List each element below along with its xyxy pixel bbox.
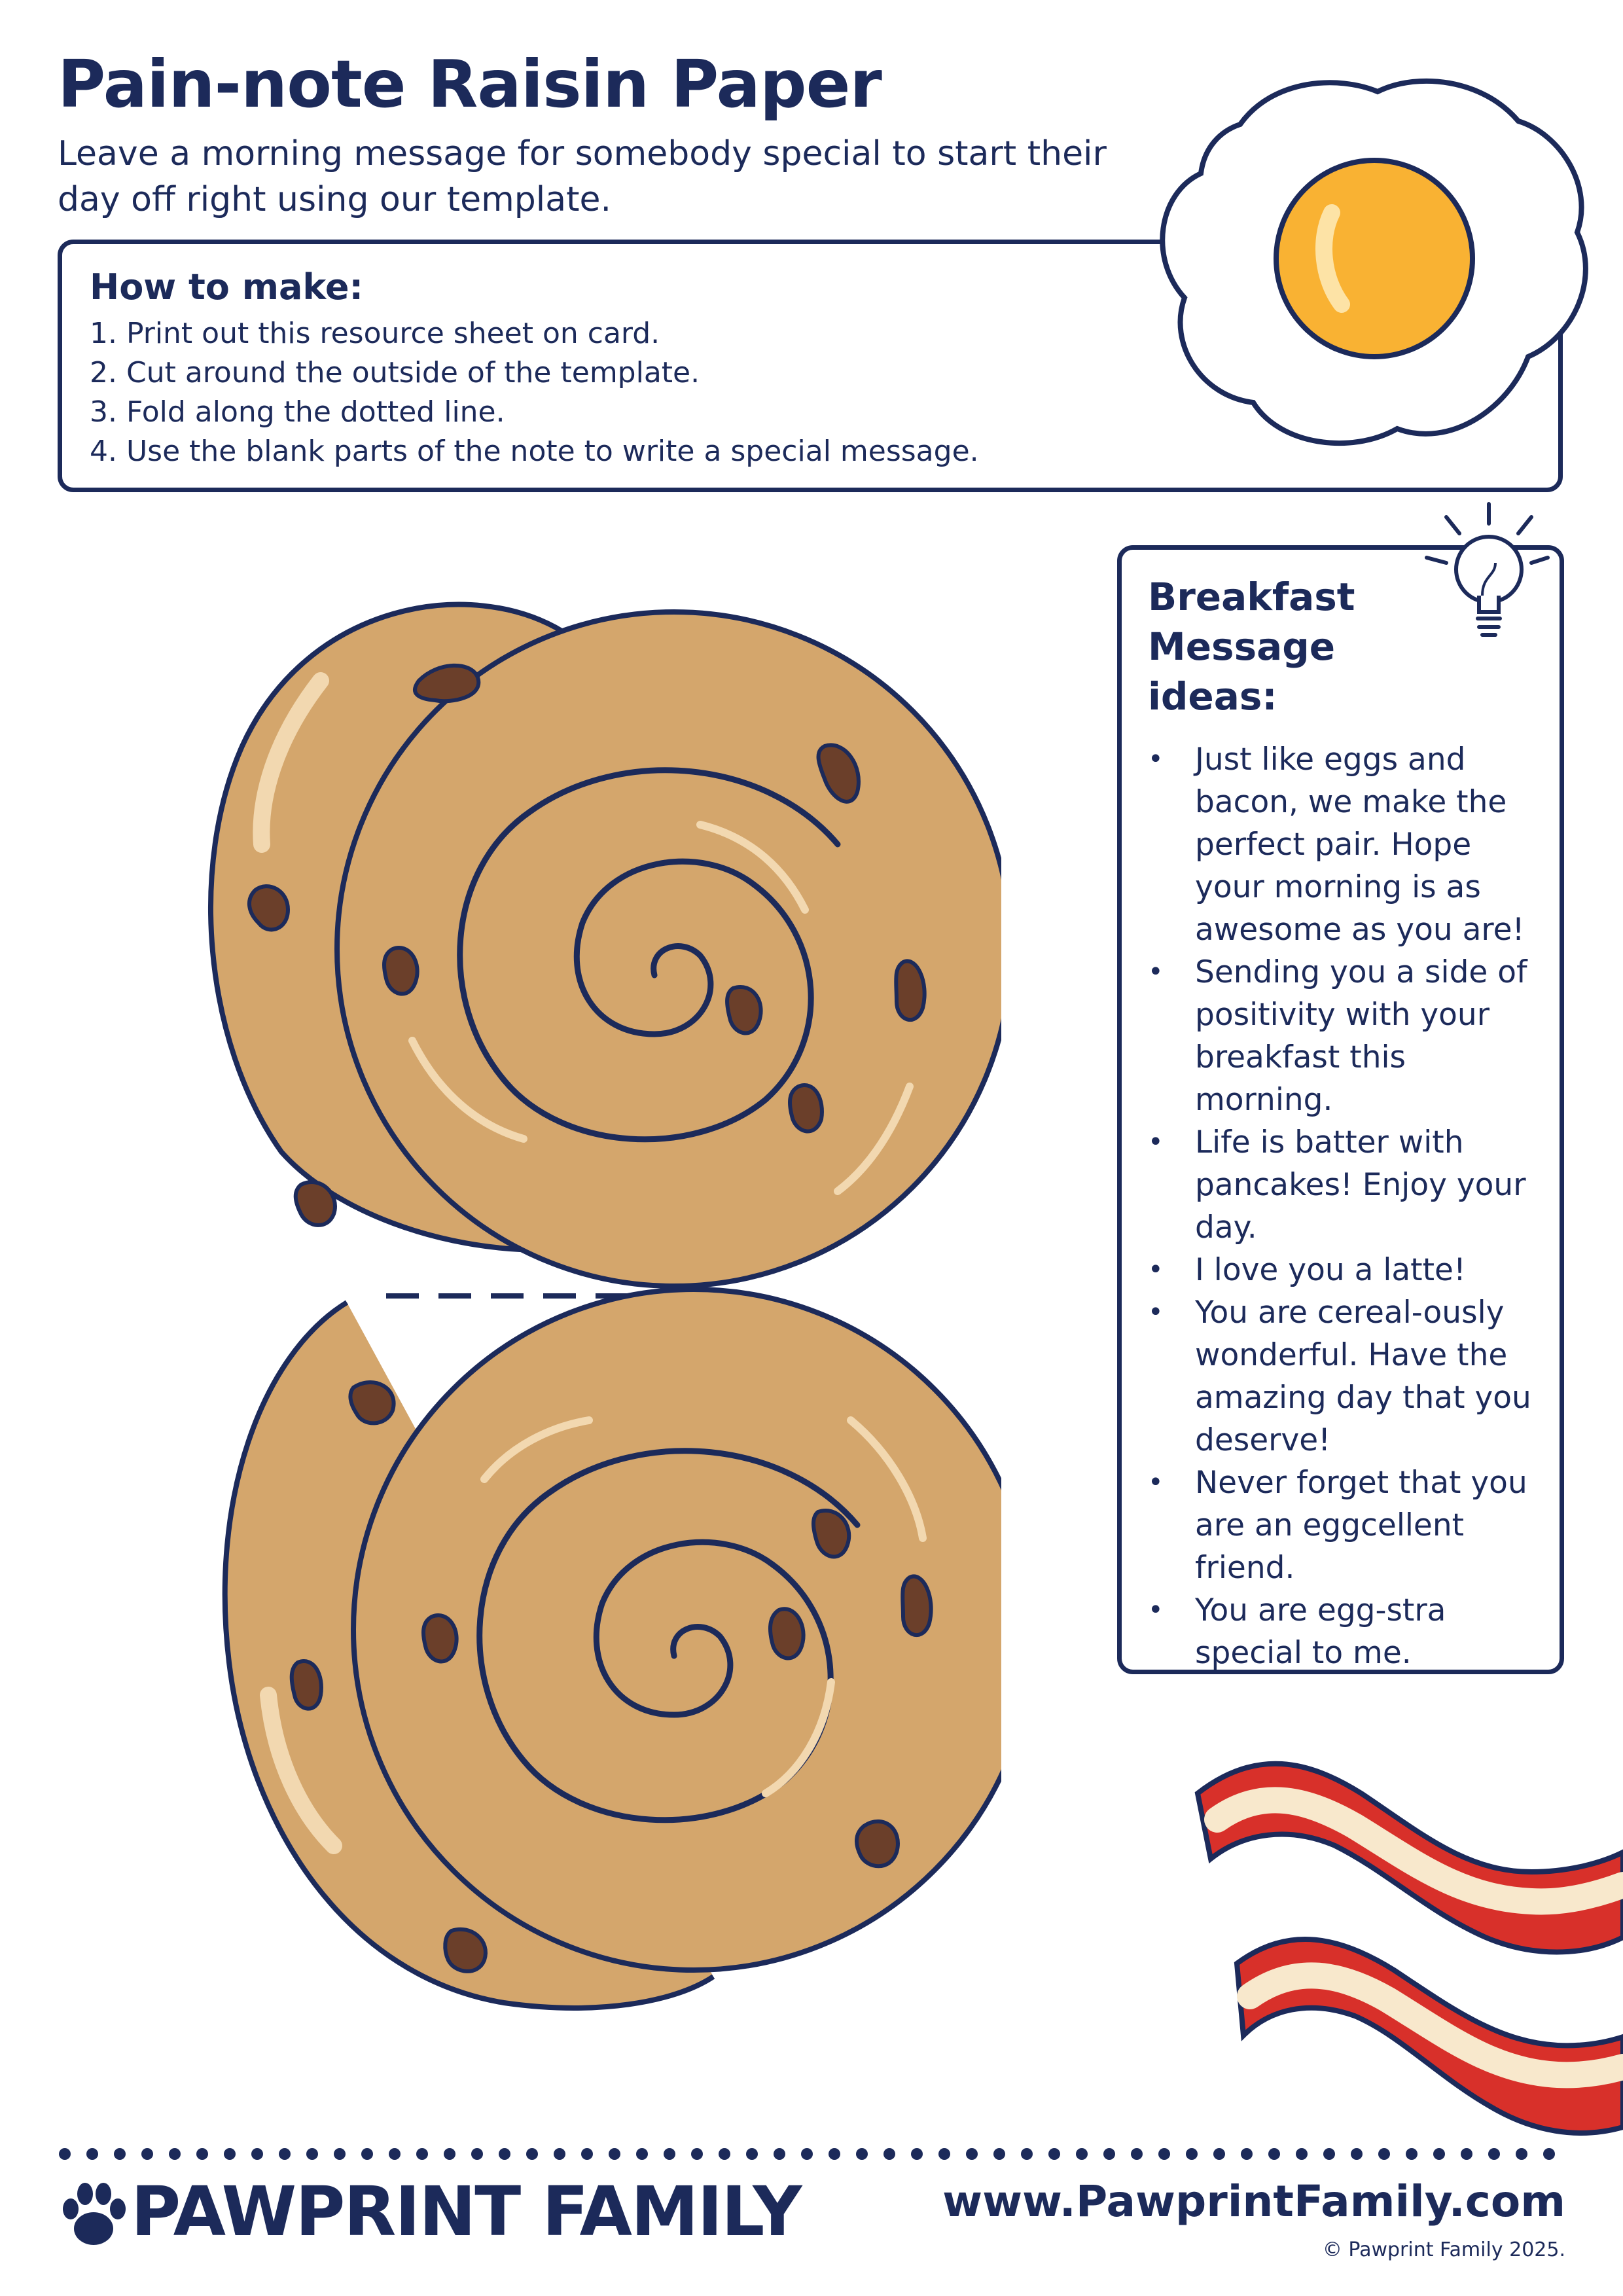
step-item: 3. Fold along the dotted line. (90, 395, 505, 429)
how-to-make-heading: How to make: (90, 266, 364, 308)
copyright-text: © Pawprint Family 2025. (1322, 2238, 1565, 2261)
intro-text: Leave a morning message for somebody special to start their day off right using our template. (58, 134, 1107, 219)
list-item: • Never forget that you are an eggcellent friend. (1148, 1462, 1533, 1589)
fried-egg-icon (1142, 62, 1600, 455)
message-ideas-heading: Breakfast Message ideas: (1148, 575, 1355, 719)
message-ideas-list (1148, 738, 1533, 1674)
dotted-divider (58, 2147, 1563, 2161)
message-ideas-box (1117, 545, 1564, 1674)
raisin-swirl-bun (177, 583, 1001, 2055)
list-item: • Sending you a side of positivity with your breakfast this morning. (1148, 951, 1533, 1121)
step-item: 4. Use the blank parts of the note to write a special message. (90, 435, 979, 468)
step-item: 1. Print out this resource sheet on card. (90, 317, 660, 350)
page-title: Pain-note Raisin Paper (58, 46, 882, 122)
bacon-strips-icon (1178, 1721, 1623, 2179)
list-item: • Just like eggs and bacon, we make the perfect pair. Hope your morning is as awesome as you are! (1148, 738, 1533, 951)
list-item: • You are cereal-ously wonderful. Have the amazing day that you deserve! (1148, 1291, 1533, 1462)
paw-print-icon (58, 2179, 130, 2251)
list-item: • I love you a latte! (1148, 1249, 1533, 1291)
website-link[interactable]: www.PawprintFamily.com (942, 2176, 1565, 2227)
step-item: 2. Cut around the outside of the template. (90, 356, 700, 389)
lightbulb-icon (1420, 497, 1551, 655)
brand-logo-text: PAWPRINT FAMILY (131, 2172, 801, 2251)
list-item: • You are egg-stra special to me. (1148, 1589, 1533, 1674)
list-item: • Life is batter with pancakes! Enjoy your day. (1148, 1121, 1533, 1249)
